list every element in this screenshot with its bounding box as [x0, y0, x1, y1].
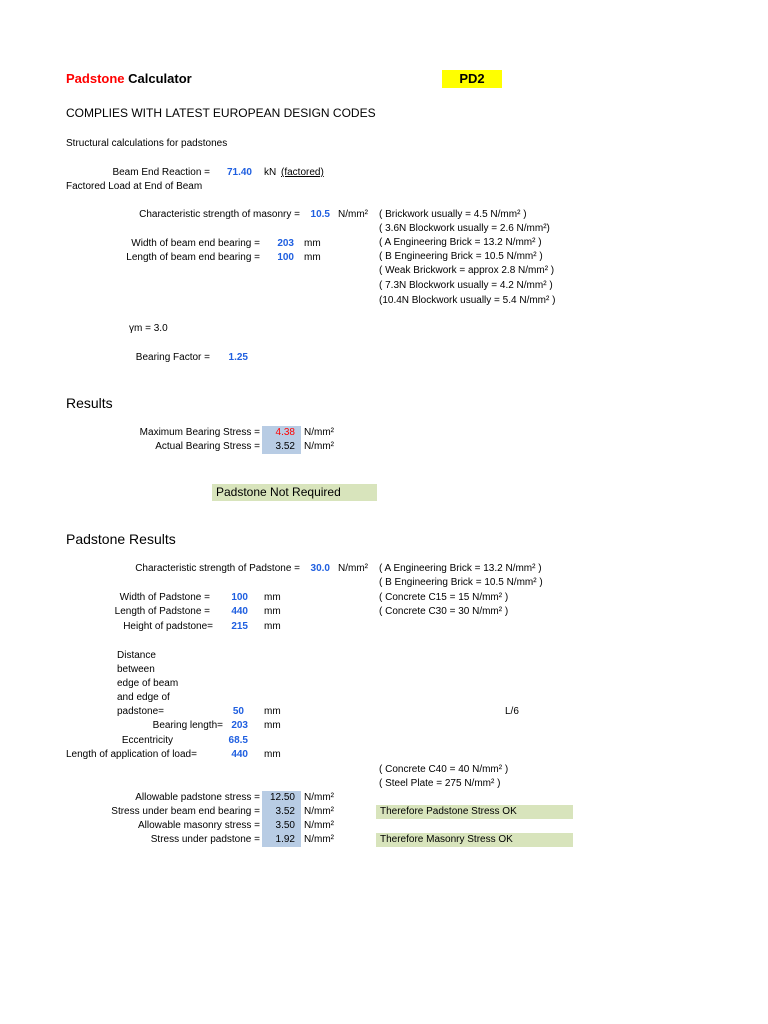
- bearing-length-value[interactable]: 100: [277, 252, 294, 263]
- eccentricity-label: Eccentricity: [121, 735, 173, 746]
- padstone-strength-value[interactable]: 30.0: [310, 563, 330, 574]
- title-word-calculator: Calculator: [128, 71, 192, 86]
- masonry-note: ( 7.3N Blockwork usually = 4.2 N/mm² ): [379, 280, 553, 291]
- bearing-length-label: Length of beam end bearing =: [126, 252, 260, 263]
- eccentricity-value: 68.5: [228, 735, 248, 746]
- distance-label-line: Distance: [117, 650, 156, 661]
- bearing-width-unit: mm: [304, 238, 321, 249]
- padstone-length-label: Length of Padstone =: [114, 606, 210, 617]
- padstone-height-value[interactable]: 215: [231, 621, 248, 632]
- distance-label-line: between: [117, 664, 155, 675]
- allowable-masonry-stress-value: 3.50: [262, 819, 301, 833]
- bearing-factor-value[interactable]: 1.25: [228, 352, 248, 363]
- max-bearing-stress-unit: N/mm²: [304, 427, 334, 438]
- distance-value[interactable]: 50: [232, 706, 244, 717]
- factored-load-label: Factored Load at End of Beam: [66, 181, 203, 192]
- l6-label: L/6: [505, 706, 519, 717]
- actual-bearing-stress-label: Actual Bearing Stress =: [155, 441, 260, 452]
- masonry-strength-value[interactable]: 10.5: [310, 209, 330, 220]
- stress-under-beam-value: 3.52: [262, 805, 301, 819]
- stress-under-padstone-unit: N/mm²: [304, 834, 334, 845]
- masonry-note: ( B Engineering Brick = 10.5 N/mm² ): [379, 251, 543, 262]
- padstone-height-unit: mm: [264, 621, 281, 632]
- padstone-note: ( A Engineering Brick = 13.2 N/mm² ): [379, 563, 542, 574]
- gamma-m-label: γm = 3.0: [129, 323, 168, 334]
- distance-label-line: and edge of: [117, 692, 170, 703]
- distance-unit: mm: [264, 706, 281, 717]
- bearing-length-2-unit: mm: [264, 720, 281, 731]
- bearing-length-2-label: Bearing length=: [152, 720, 223, 731]
- bearing-length-2-value: 203: [231, 720, 248, 731]
- padstone-results-heading: Padstone Results: [66, 531, 176, 547]
- padstone-verdict-badge: Padstone Not Required: [212, 484, 377, 501]
- application-length-unit: mm: [264, 749, 281, 760]
- padstone-strength-label: Characteristic strength of Padstone =: [135, 563, 300, 574]
- intro-text: Structural calculations for padstones: [66, 138, 228, 149]
- padstone-length-value[interactable]: 440: [231, 606, 248, 617]
- max-bearing-stress-value: 4.38: [262, 426, 301, 440]
- masonry-stress-ok-badge: Therefore Masonry Stress OK: [376, 833, 573, 847]
- actual-bearing-stress-unit: N/mm²: [304, 441, 334, 452]
- masonry-note: (10.4N Blockwork usually = 5.4 N/mm² ): [379, 295, 556, 306]
- distance-label-line: edge of beam: [117, 678, 179, 689]
- beam-reaction-label: Beam End Reaction =: [112, 167, 210, 178]
- padstone-note: ( Concrete C40 = 40 N/mm² ): [379, 764, 509, 775]
- padstone-strength-unit: N/mm²: [338, 563, 368, 574]
- padstone-stress-ok-badge: Therefore Padstone Stress OK: [376, 805, 573, 819]
- application-length-label: Length of application of load=: [66, 749, 197, 760]
- page-title: [66, 71, 192, 87]
- distance-label-line: padstone=: [117, 706, 164, 717]
- stress-under-padstone-label: Stress under padstone =: [150, 834, 260, 845]
- stress-under-padstone-value: 1.92: [262, 833, 301, 847]
- beam-reaction-value[interactable]: 71.40: [226, 167, 252, 178]
- masonry-note: ( 3.6N Blockwork usually = 2.6 N/mm²): [379, 223, 550, 234]
- masonry-note: ( Weak Brickwork = approx 2.8 N/mm² ): [379, 265, 555, 276]
- stress-under-beam-unit: N/mm²: [304, 806, 334, 817]
- padstone-height-label: Height of padstone=: [123, 621, 213, 632]
- max-bearing-stress-label: Maximum Bearing Stress =: [139, 427, 260, 438]
- masonry-note: ( Brickwork usually = 4.5 N/mm² ): [379, 209, 527, 220]
- title-word-padstone: Padstone: [66, 71, 125, 86]
- allowable-padstone-stress-value: 12.50: [262, 791, 301, 805]
- bearing-length-unit: mm: [304, 252, 321, 263]
- masonry-strength-label: Characteristic strength of masonry =: [139, 209, 300, 220]
- bearing-width-label: Width of beam end bearing =: [131, 238, 260, 249]
- allowable-masonry-stress-label: Allowable masonry stress =: [138, 820, 260, 831]
- padstone-note: ( B Engineering Brick = 10.5 N/mm² ): [379, 577, 543, 588]
- padstone-width-label: Width of Padstone =: [119, 592, 210, 603]
- allowable-masonry-stress-unit: N/mm²: [304, 820, 334, 831]
- padstone-width-value[interactable]: 100: [231, 592, 248, 603]
- allowable-padstone-stress-label: Allowable padstone stress =: [135, 792, 260, 803]
- padstone-width-unit: mm: [264, 592, 281, 603]
- results-heading: Results: [66, 395, 113, 411]
- subtitle: COMPLIES WITH LATEST EUROPEAN DESIGN CODES: [66, 106, 376, 120]
- masonry-note: ( A Engineering Brick = 13.2 N/mm² ): [379, 237, 542, 248]
- actual-bearing-stress-value: 3.52: [262, 440, 301, 454]
- application-length-value: 440: [231, 749, 248, 760]
- padstone-note: ( Concrete C15 = 15 N/mm² ): [379, 592, 509, 603]
- beam-reaction-note: (factored): [281, 167, 324, 178]
- padstone-note: ( Concrete C30 = 30 N/mm² ): [379, 606, 509, 617]
- padstone-note: ( Steel Plate = 275 N/mm² ): [379, 778, 501, 789]
- beam-reaction-unit: kN: [264, 167, 277, 178]
- allowable-padstone-stress-unit: N/mm²: [304, 792, 334, 803]
- stress-under-beam-label: Stress under beam end bearing =: [111, 806, 260, 817]
- bearing-factor-label: Bearing Factor =: [135, 352, 210, 363]
- masonry-strength-unit: N/mm²: [338, 209, 368, 220]
- padstone-length-unit: mm: [264, 606, 281, 617]
- bearing-width-value[interactable]: 203: [277, 238, 294, 249]
- sheet-code-badge: PD2: [442, 70, 502, 88]
